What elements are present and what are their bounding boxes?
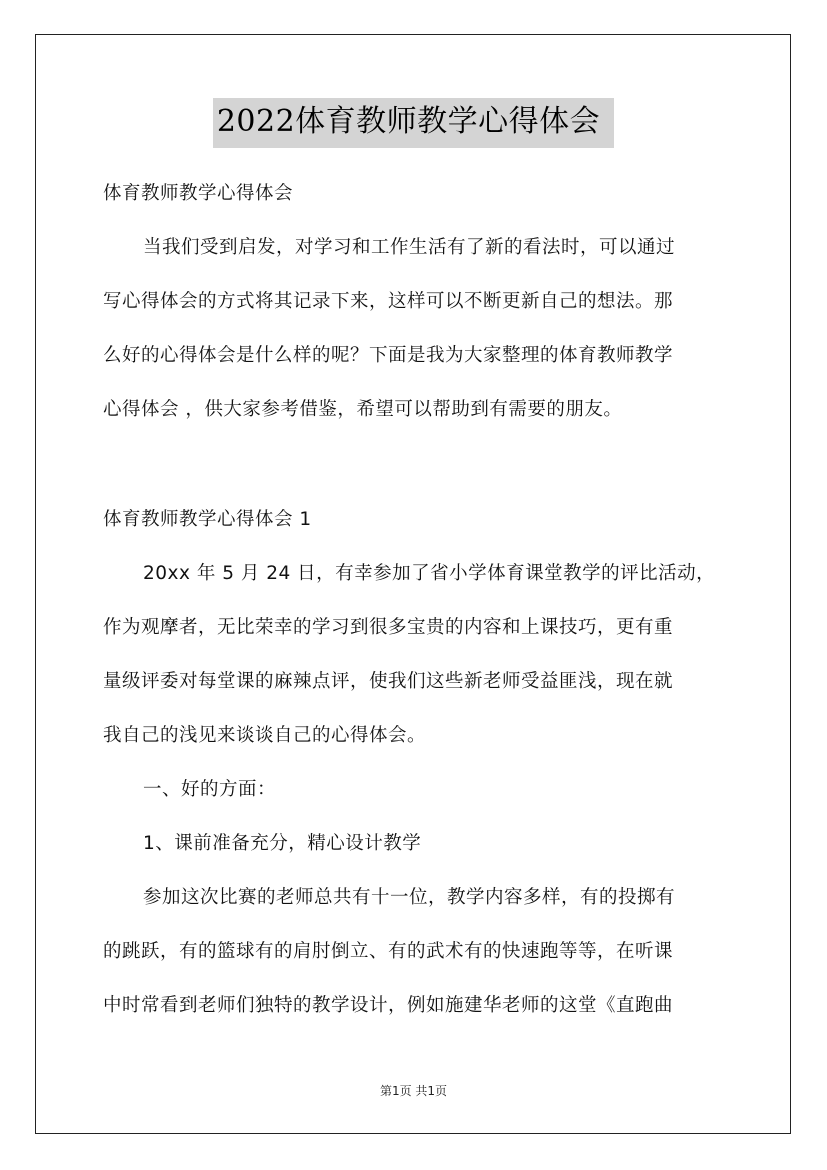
paragraph-line: 中时常看到老师们独特的教学设计，例如施建华老师的这堂《直跑曲 [103, 995, 674, 1016]
paragraph-line: 我自己的浅见来谈谈自己的心得体会。 [103, 725, 427, 746]
section-heading: 体育教师教学心得体会 1 [103, 509, 312, 530]
title-container [0, 98, 827, 148]
paragraph-line: 参加这次比赛的老师总共有十一位，教学内容多样，有的投掷有 [143, 887, 676, 908]
paragraph-line: 么好的心得体会是什么样的呢？下面是我为大家整理的体育教师教学 [103, 345, 674, 366]
paragraph-line: 作为观摩者，无比荣幸的学习到很多宝贵的内容和上课技巧，更有重 [103, 617, 674, 638]
paragraph-line: 心得体会 ，供大家参考借鉴，希望可以帮助到有需要的朋友。 [103, 399, 623, 420]
paragraph-line: 当我们受到启发，对学习和工作生活有了新的看法时，可以通过 [143, 237, 676, 258]
section-heading: 体育教师教学心得体会 [103, 183, 294, 204]
subheading: 1、课前准备充分，精心设计教学 [143, 833, 422, 854]
page-footer: 第1页 共1页 [379, 1084, 448, 1098]
paragraph-line: 20xx 年 5 月 24 日，有幸参加了省小学体育课堂教学的评比活动， [143, 563, 716, 584]
paragraph-line: 量级评委对每堂课的麻辣点评，使我们这些新老师受益匪浅，现在就 [103, 671, 674, 692]
paragraph-line: 的跳跃，有的篮球有的肩肘倒立、有的武术有的快速跑等等，在听课 [103, 941, 674, 962]
paragraph-line: 写心得体会的方式将其记录下来，这样可以不断更新自己的想法。那 [103, 291, 674, 312]
document-title: 2022体育教师教学心得体会 [213, 98, 614, 148]
subheading: 一、好的方面： [143, 779, 277, 800]
